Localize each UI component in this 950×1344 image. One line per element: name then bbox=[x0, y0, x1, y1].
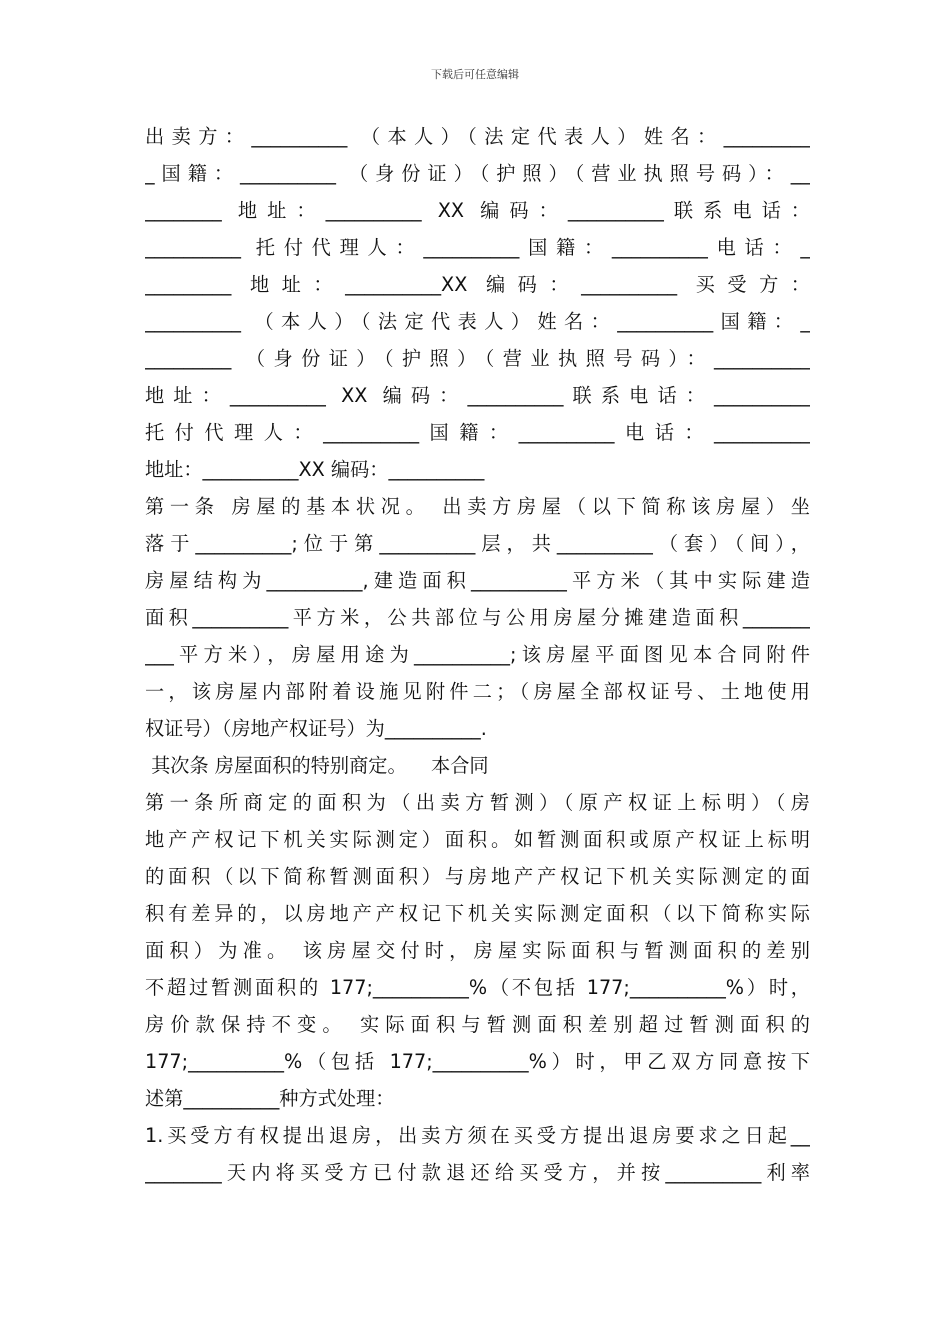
text-line: 落于__________;位于第__________层，共__________（套）（间）， bbox=[145, 532, 810, 555]
text-line: 权证号）（房地产权证号）为__________. bbox=[145, 717, 487, 740]
contract-body bbox=[145, 118, 810, 1191]
text-line: ________天内将买受方已付款退还给买受方，并按__________利率 bbox=[145, 1161, 810, 1184]
text-line: 面积）为准。 该房屋交付时，房屋实际面积与暂测面积的差别 bbox=[145, 939, 810, 962]
text-line: 的面积（以下简称暂测面积）与房地产产权记下机关实际测定的面 bbox=[145, 865, 810, 888]
text-line: 177;__________%（包括 177;__________%）时，甲乙双方同意按下 bbox=[145, 1050, 810, 1073]
text-line: 地产产权记下机关实际测定）面积。如暂测面积或原产权证上标明 bbox=[145, 828, 810, 851]
text-line: 述第__________种方式处理： bbox=[145, 1087, 395, 1110]
text-line: 托付代理人：__________国籍：__________电话：__________ bbox=[145, 421, 810, 444]
text-line: 积有差异的，以房地产产权记下机关实际测定面积（以下简称实际 bbox=[145, 902, 810, 925]
text-line: ___平方米），房屋用途为__________;该房屋平面图见本合同附件 bbox=[145, 643, 810, 666]
text-line: 房屋结构为__________,建造面积__________平方米（其中实际建造 bbox=[145, 569, 810, 592]
text-line: __________ （本人）（法定代表人）姓名：__________国籍：_ bbox=[145, 310, 810, 333]
text-line: 第一条 房屋的基本状况。 出卖方房屋（以下简称该房屋）坐 bbox=[145, 495, 810, 518]
text-line: 1.买受方有权提出退房，出卖方须在买受方提出退房要求之日起__ bbox=[145, 1124, 810, 1147]
text-line: 地址：__________XX 编码：__________ bbox=[145, 458, 485, 481]
text-line: 一，该房屋内部附着设施见附件二；（房屋全部权证号、土地使用 bbox=[145, 680, 810, 703]
text-line: 面积__________平方米，公共部位与公用房屋分摊建造面积_______ bbox=[145, 606, 810, 629]
text-line: __________ 托付代理人：__________国籍：__________电话：_ bbox=[145, 236, 810, 259]
text-line: ________ 地址：__________ XX 编码：__________联系电话： bbox=[145, 199, 810, 222]
text-line: 出卖方：__________ （本人）（法定代表人）姓名：_________ bbox=[145, 125, 810, 148]
text-line: 不超过暂测面积的 177;__________%（不包括 177;__________%）时， bbox=[145, 976, 810, 999]
text-line: _________ （身份证）（护照）（营业执照号码）：__________ bbox=[145, 347, 810, 370]
text-line: 第一条所商定的面积为（出卖方暂测）（原产权证上标明）（房 bbox=[145, 791, 810, 814]
text-line: 地址：__________ XX 编码：__________联系电话：__________ bbox=[145, 384, 810, 407]
text-line: _________ 地址：__________XX 编码：__________ 买受方： bbox=[145, 273, 810, 296]
text-line: 其次条 房屋面积的特别商定。 本合同 bbox=[145, 754, 489, 777]
text-line: _国籍：__________ （身份证）（护照）（营业执照号码）：__ bbox=[145, 162, 810, 185]
text-line: 房价款保持不变。 实际面积与暂测面积差别超过暂测面积的 bbox=[145, 1013, 810, 1036]
page-header-note: 下载后可任意编辑 bbox=[431, 68, 519, 81]
